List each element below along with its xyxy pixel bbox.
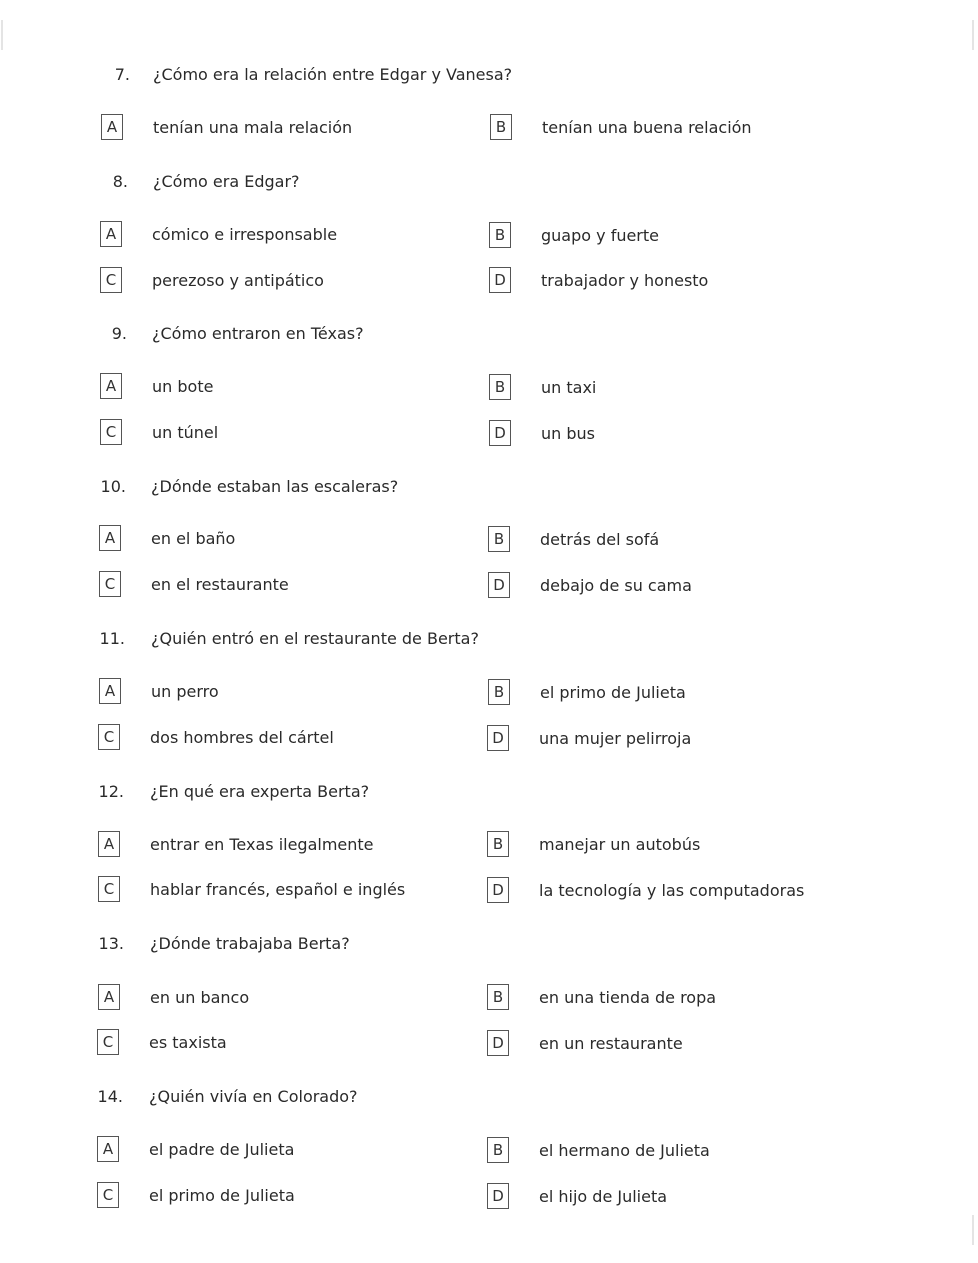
option-text: un bus bbox=[541, 424, 595, 443]
scan-edge-mark bbox=[972, 1215, 974, 1245]
option-letter-box: B bbox=[489, 222, 511, 248]
scan-edge-mark bbox=[972, 20, 974, 50]
question-number: 10. bbox=[100, 477, 126, 496]
option-text: el hijo de Julieta bbox=[539, 1187, 668, 1206]
option-7-b[interactable] bbox=[490, 113, 870, 143]
option-14-c[interactable] bbox=[97, 1181, 477, 1211]
option-text: el primo de Julieta bbox=[149, 1186, 295, 1205]
question-11 bbox=[0, 624, 978, 654]
question-text: ¿Cómo entraron en Téxas? bbox=[152, 324, 364, 343]
option-text: en un restaurante bbox=[539, 1034, 683, 1053]
option-11-d[interactable] bbox=[487, 724, 867, 754]
option-text: un taxi bbox=[541, 378, 597, 397]
option-letter-box: B bbox=[487, 1137, 509, 1163]
option-letter-box: D bbox=[487, 1183, 509, 1209]
option-letter-box: C bbox=[97, 1029, 119, 1055]
option-letter-box: A bbox=[99, 525, 121, 551]
option-letter-box: B bbox=[488, 679, 510, 705]
question-number: 13. bbox=[98, 934, 124, 953]
option-7-a[interactable] bbox=[101, 113, 481, 143]
option-text: un bote bbox=[152, 377, 214, 396]
option-10-c[interactable] bbox=[99, 570, 479, 600]
option-letter-box: A bbox=[100, 221, 122, 247]
option-letter-box: A bbox=[100, 373, 122, 399]
question-number: 7. bbox=[114, 65, 130, 84]
option-11-a[interactable] bbox=[99, 677, 479, 707]
option-text: es taxista bbox=[149, 1033, 227, 1052]
option-text: entrar en Texas ilegalmente bbox=[150, 835, 374, 854]
question-12 bbox=[0, 777, 978, 807]
option-letter-box: C bbox=[98, 724, 120, 750]
option-8-a[interactable] bbox=[100, 220, 480, 250]
option-12-a[interactable] bbox=[98, 830, 478, 860]
option-text: en el baño bbox=[151, 529, 236, 548]
option-text: un túnel bbox=[152, 423, 219, 442]
question-number: 12. bbox=[98, 782, 124, 801]
option-letter-box: D bbox=[487, 725, 509, 751]
option-14-a[interactable] bbox=[97, 1135, 477, 1165]
question-number: 9. bbox=[111, 324, 127, 343]
option-letter-box: C bbox=[99, 571, 121, 597]
option-14-d[interactable] bbox=[487, 1182, 867, 1212]
option-letter-box: A bbox=[98, 831, 120, 857]
option-text: en el restaurante bbox=[151, 575, 289, 594]
option-13-d[interactable] bbox=[487, 1029, 867, 1059]
question-13 bbox=[0, 929, 978, 959]
question-text: ¿Cómo era Edgar? bbox=[153, 172, 300, 191]
question-10 bbox=[0, 472, 978, 502]
option-8-d[interactable] bbox=[489, 266, 869, 296]
option-letter-box: B bbox=[488, 526, 510, 552]
option-8-b[interactable] bbox=[489, 221, 869, 251]
option-letter-box: B bbox=[489, 374, 511, 400]
option-text: dos hombres del cártel bbox=[150, 728, 334, 747]
option-11-b[interactable] bbox=[488, 678, 868, 708]
option-text: hablar francés, español e inglés bbox=[150, 880, 406, 899]
option-letter-box: D bbox=[487, 877, 509, 903]
option-14-b[interactable] bbox=[487, 1136, 867, 1166]
option-10-b[interactable] bbox=[488, 525, 868, 555]
option-text: en una tienda de ropa bbox=[539, 988, 717, 1007]
option-9-d[interactable] bbox=[489, 419, 869, 449]
option-13-c[interactable] bbox=[97, 1028, 477, 1058]
option-letter-box: A bbox=[101, 114, 123, 140]
question-9 bbox=[0, 319, 978, 349]
option-text: cómico e irresponsable bbox=[152, 225, 338, 244]
option-11-c[interactable] bbox=[98, 723, 478, 753]
option-text: tenían una mala relación bbox=[153, 118, 353, 137]
option-8-c[interactable] bbox=[100, 266, 480, 296]
question-number: 14. bbox=[97, 1087, 123, 1106]
option-13-a[interactable] bbox=[98, 983, 478, 1013]
option-text: manejar un autobús bbox=[539, 835, 701, 854]
option-letter-box: A bbox=[99, 678, 121, 704]
question-text: ¿Cómo era la relación entre Edgar y Vanesa? bbox=[153, 65, 513, 84]
option-letter-box: D bbox=[487, 1030, 509, 1056]
question-7 bbox=[0, 60, 978, 90]
question-text: ¿En qué era experta Berta? bbox=[150, 782, 370, 801]
option-text: el primo de Julieta bbox=[540, 683, 686, 702]
option-letter-box: D bbox=[489, 420, 511, 446]
option-text: perezoso y antipático bbox=[152, 271, 324, 290]
option-letter-box: A bbox=[98, 984, 120, 1010]
option-text: debajo de su cama bbox=[540, 576, 692, 595]
option-letter-box: D bbox=[488, 572, 510, 598]
option-text: en un banco bbox=[150, 988, 250, 1007]
option-9-c[interactable] bbox=[100, 418, 480, 448]
option-letter-box: A bbox=[97, 1136, 119, 1162]
option-letter-box: B bbox=[487, 831, 509, 857]
option-letter-box: B bbox=[487, 984, 509, 1010]
option-text: guapo y fuerte bbox=[541, 226, 659, 245]
option-letter-box: C bbox=[100, 267, 122, 293]
option-9-b[interactable] bbox=[489, 373, 869, 403]
option-text: una mujer pelirroja bbox=[539, 729, 692, 748]
option-13-b[interactable] bbox=[487, 983, 867, 1013]
option-9-a[interactable] bbox=[100, 372, 480, 402]
question-text: ¿Dónde trabajaba Berta? bbox=[150, 934, 350, 953]
option-text: la tecnología y las computadoras bbox=[539, 881, 805, 900]
question-text: ¿Dónde estaban las escaleras? bbox=[151, 477, 399, 496]
question-8 bbox=[0, 167, 978, 197]
option-12-c[interactable] bbox=[98, 875, 478, 905]
option-letter-box: C bbox=[98, 876, 120, 902]
scan-edge-mark bbox=[1, 20, 3, 50]
option-text: un perro bbox=[151, 682, 219, 701]
option-10-a[interactable] bbox=[99, 524, 479, 554]
option-letter-box: C bbox=[97, 1182, 119, 1208]
question-text: ¿Quién vivía en Colorado? bbox=[149, 1087, 358, 1106]
option-10-d[interactable] bbox=[488, 571, 868, 601]
question-number: 11. bbox=[99, 629, 125, 648]
option-text: detrás del sofá bbox=[540, 530, 660, 549]
option-text: trabajador y honesto bbox=[541, 271, 709, 290]
option-letter-box: D bbox=[489, 267, 511, 293]
question-number: 8. bbox=[112, 172, 128, 191]
option-text: el hermano de Julieta bbox=[539, 1141, 710, 1160]
option-12-b[interactable] bbox=[487, 830, 867, 860]
option-text: tenían una buena relación bbox=[542, 118, 752, 137]
option-text: el padre de Julieta bbox=[149, 1140, 295, 1159]
option-letter-box: B bbox=[490, 114, 512, 140]
option-12-d[interactable] bbox=[487, 876, 867, 906]
question-text: ¿Quién entró en el restaurante de Berta? bbox=[151, 629, 479, 648]
option-letter-box: C bbox=[100, 419, 122, 445]
question-14 bbox=[0, 1082, 978, 1112]
